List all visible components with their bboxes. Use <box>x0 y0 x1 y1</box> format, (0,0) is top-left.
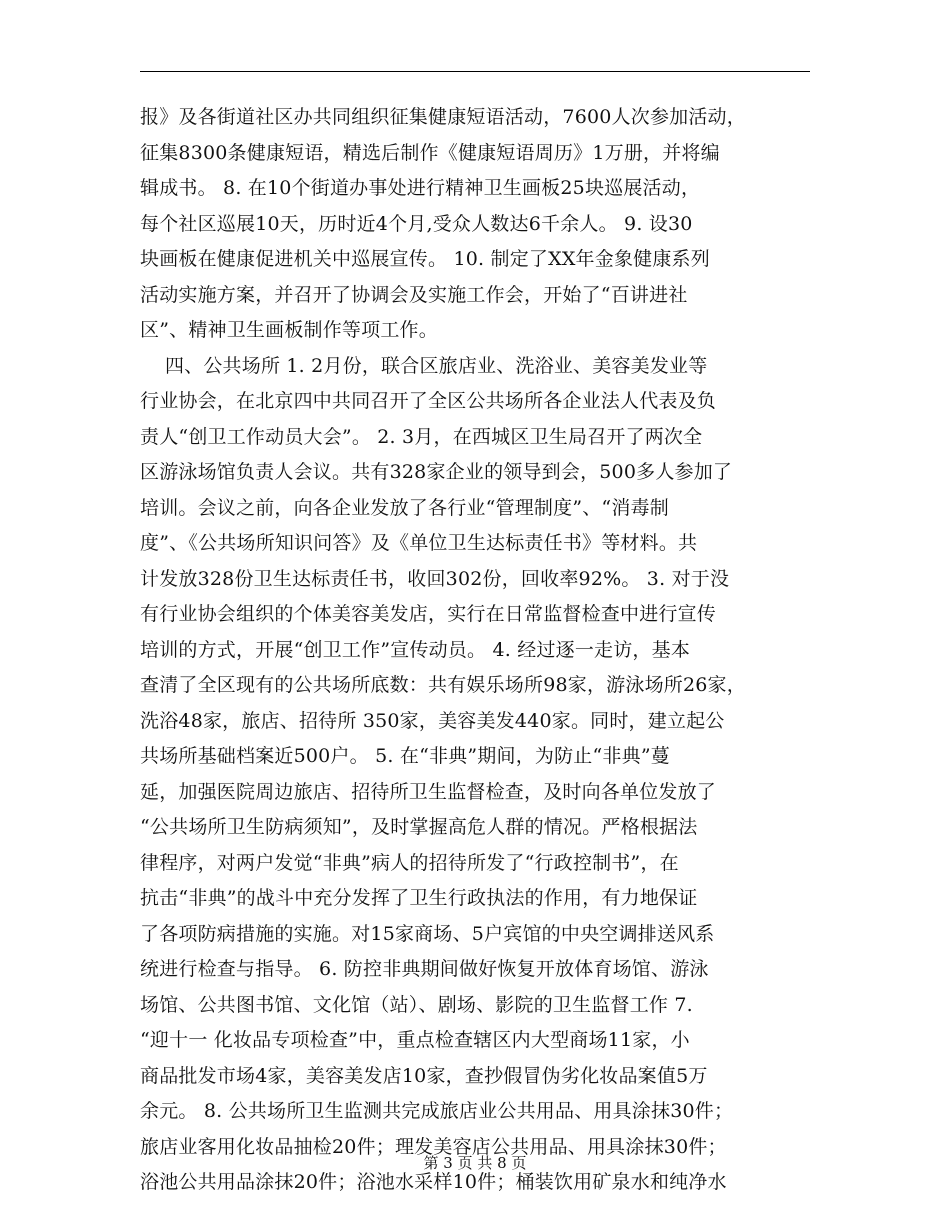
text-line: 律程序，对两户发觉“非典”病人的招待所发了“行政控制书”，在 <box>140 851 679 874</box>
document-body <box>140 100 810 1201</box>
text-line: 责人“创卫工作动员大会”。 2. 3月，在西城区卫生局召开了两次全 <box>140 425 703 448</box>
text-line: 度”、《公共场所知识问答》及《单位卫生达标责任书》等材料。共 <box>140 532 698 554</box>
section-heading-line: 四、公共场所 1. 2月份，联合区旅店业、洗浴业、美容美发业等 <box>140 354 708 377</box>
text-line: 区游泳场馆负责人会议。共有328家企业的领导到会，500多人参加了 <box>140 461 733 483</box>
text-line: 培训。会议之前，向各企业发放了各行业“管理制度”、“消毒制 <box>140 496 669 519</box>
text-line: 有行业协会组织的个体美容美发店，实行在日常监督检查中进行宣传 <box>140 603 717 625</box>
text-line: 辑成书。 8. 在10个街道办事处进行精神卫生画板25块巡展活动， <box>140 177 701 199</box>
text-line: 洗浴48家，旅店、招待所 350家，美容美发440家。同时，建立起公 <box>140 709 725 732</box>
text-line: 浴池公共用品涂抹20件；浴池水采样10件；桶装饮用矿泉水和纯净水 <box>140 1171 727 1193</box>
page-number-footer: 第 3 页 共 8 页 <box>423 1154 527 1172</box>
text-line: 活动实施方案，并召开了协调会及实施工作会，开始了“百讲进社 <box>140 283 688 306</box>
text-line: “迎十一 化妆品专项检查”中，重点检查辖区内大型商场11家，小 <box>140 1029 690 1051</box>
text-line: 征集8300条健康短语，精选后制作《健康短语周历》1万册，并将编 <box>140 141 720 164</box>
text-line: 报》及各街道社区办共同组织征集健康短语活动，7600人次参加活动， <box>140 106 746 128</box>
text-line: 商品批发市场4家，美容美发店10家，查抄假冒伪劣化妆品案值5万 <box>140 1064 708 1087</box>
text-line: 块画板在健康促进机关中巡展宣传。 10. 制定了XX年金象健康系列 <box>140 248 710 270</box>
text-line: 了各项防病措施的实施。对15家商场、5户宾馆的中央空调排送风系 <box>140 922 715 945</box>
text-line: 行业协会，在北京四中共同召开了全区公共场所各企业法人代表及负 <box>140 390 717 412</box>
text-line: 培训的方式，开展“创卫工作”宣传动员。 4. 经过逐一走访，基本 <box>140 638 691 661</box>
text-line: 统进行检查与指导。 6. 防控非典期间做好恢复开放体育场馆、游泳 <box>140 958 709 980</box>
text-line: 计发放328份卫生达标责任书，收回302份，回收率92%。 3. 对于没 <box>140 567 730 590</box>
text-line: 抗击“非典”的战斗中充分发挥了卫生行政执法的作用，有力地保证 <box>140 887 698 909</box>
text-line: “公共场所卫生防病须知”，及时掌握高危人群的情况。严格根据法 <box>140 816 698 838</box>
text-line: 每个社区巡展10天，历时近4个月,受众人数达6千余人。 9. 设30 <box>140 212 693 235</box>
text-line: 余元。 8. 公共场所卫生监测共完成旅店业公共用品、用具涂抹30件； <box>140 1100 734 1122</box>
text-line: 旅店业客用化妆品抽检20件；理发美容店公共用品、用具涂抹30件； <box>140 1135 727 1158</box>
text-line: 延，加强医院周边旅店、招待所卫生监督检查，及时向各单位发放了 <box>140 780 717 803</box>
text-line: 查清了全区现有的公共场所底数：共有娱乐场所98家，游泳场所26家， <box>140 674 746 696</box>
header-rule <box>140 71 810 72</box>
text-line: 区”、精神卫生画板制作等项工作。 <box>140 319 438 341</box>
text-line: 共场所基础档案近500户。 5. 在“非典”期间，为防止“非典”蔓 <box>140 745 670 767</box>
text-line: 场馆、公共图书馆、文化馆（站）、剧场、影院的卫生监督工作 7. <box>140 993 693 1016</box>
